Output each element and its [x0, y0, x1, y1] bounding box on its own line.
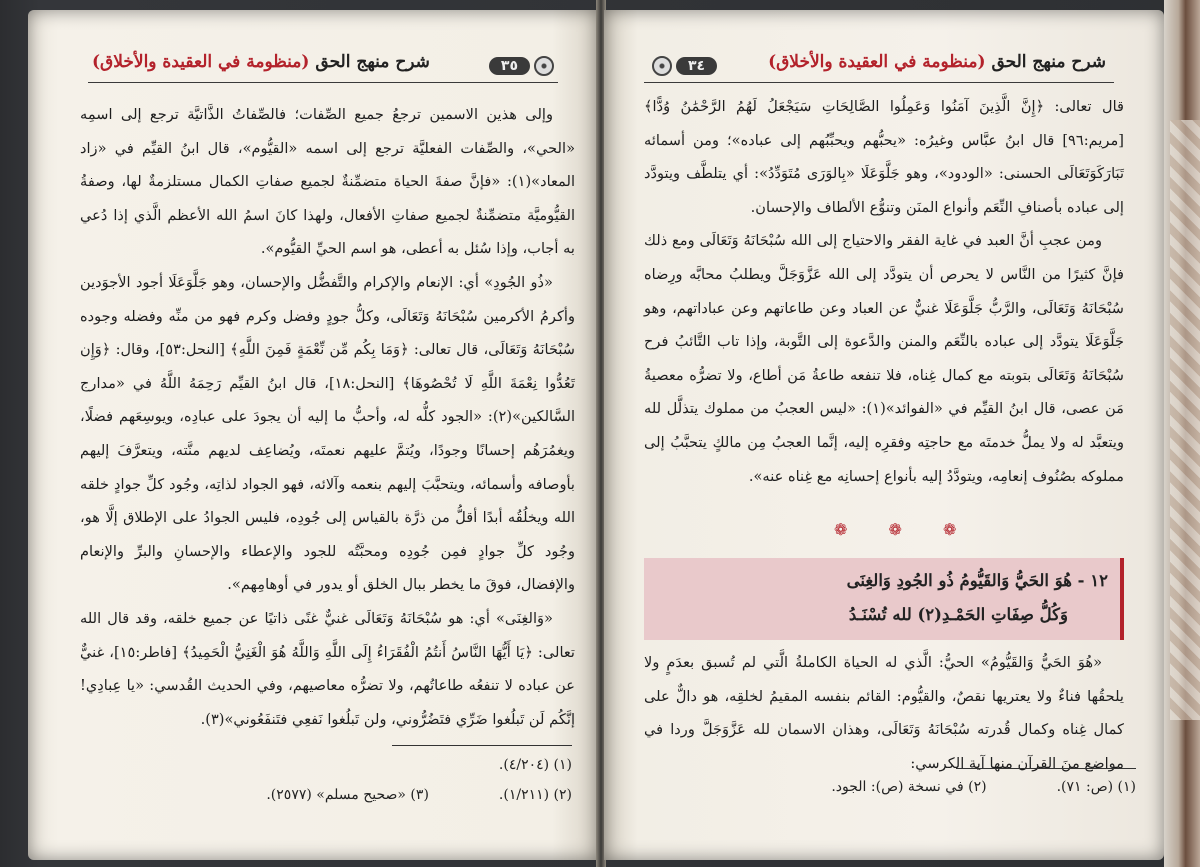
running-header [88, 48, 558, 84]
verse-line-1: ١٢ - هُوَ الحَيُّ وَالقَيُّومُ ذُو الجُودِ وَالغِنَى [846, 571, 1108, 590]
book-title: شرح منهج الحق (منظومة في العقيدة والأخلاق) [768, 52, 1106, 72]
footnote: (١) (٤/٢٠٤). [498, 757, 572, 773]
paragraph: «وَالغِنَى» أي: هو سُبْحَانَهُ وَتَعَالَى غنيٌّ غنًى ذاتيًا عن جميع خلقه، وقد قال الله تعالى: ﴿يَا أَيُّهَا النَّاسُ أَنتُمُ الْفُقَرَاءُ إِلَى اللَّهِ وَاللَّهُ هُوَ الْغَنِيُّ الْحَمِيدُ﴾ [فاطر:١٥]، غنيٌّ عن عباده لا تنفعُه طاعاتُهم، ولا تضرُّه معاصيهم، وفي الحديث القُدسي: «يا عِبادِي! إنَّكُم لَن تَبلُغوا ضَرِّي فتَضُرُّوني، ولن تَبلُغوا نَفعِي فتَنفَعُوني»(٣). [80, 609, 575, 728]
right-page-body-continued [644, 646, 1124, 780]
book-title: شرح منهج الحق (منظومة في العقيدة والأخلاق) [92, 52, 430, 72]
header-rule [644, 82, 1114, 83]
page-number: ٣٥ [489, 57, 530, 75]
footnote: (٢) في نسخة (ص): الجود. [831, 779, 987, 795]
footnote: (٣) «صحيح مسلم» (٢٥٧٧). [266, 787, 429, 803]
left-page [28, 10, 598, 860]
running-header [644, 48, 1114, 84]
paragraph: وإلى هذين الاسمين ترجعُ جميع الصِّفات؛ فالصِّفاتُ الذَّاتيَّة ترجع إلى اسمِه «الحي»، والصِّفات الفعليَّة ترجع إلى اسمه «القيُّوم»، قال ابنُ القيِّم في «زاد المعاد»(١): «فإنَّ صفةَ الحياة متضمِّنةٌ لجميع صفاتِ الكمال مستلزمةٌ لها، وصفةُ القيُّوميَّة متضمِّنةٌ لجميع صفاتِ الأفعال، ولهذا كانَ اسمُ الله الأعظم الَّذي إذا دُعي به أجاب، وإذا سُئل به أعطى، هو اسم الحيِّ القيُّوم». [80, 106, 575, 258]
footnote-rule [956, 768, 1136, 769]
footnote-rule [392, 745, 572, 746]
verse-line-2: وَكُلُّ صِفَاتِ الحَمْـدِ(٢) لله تُسْنَـدُ [848, 605, 1068, 624]
right-page-body [644, 90, 1124, 493]
section-divider-stars: ❁ ❁ ❁ [834, 520, 975, 539]
book-subtitle: (منظومة في العقيدة والأخلاق) [768, 52, 986, 72]
footnote: (١) (ص: ٧١). [1056, 779, 1136, 795]
paragraph: «هُوَ الحَيُّ وَالقَيُّومُ» الحيُّ: الَّذي له الحياة الكاملةُ الَّتي لم تُسبق بعدَمٍ ولا يلحقُها فناءٌ ولا يعتريها نقصٌ، والقيُّوم: القائم بنفسه المقيمُ لخلقِه، هو دالٌّ على كمال غِناه وكمال قُدرته سُبْحَانَهُ وَتَعَالَى، وهذان الاسمان لله عَزَّوَجَلَّ وردا في مواضع منَ القرآن منها آية الكرسي: [644, 654, 1124, 772]
book-subtitle: (منظومة في العقيدة والأخلاق) [92, 52, 310, 72]
left-page-body [80, 98, 575, 736]
paragraph: قال تعالى: ﴿إِنَّ الَّذِينَ آمَنُوا وَعَمِلُوا الصَّالِحَاتِ سَيَجْعَلُ لَهُمُ الرَّحْمَٰنُ وُدًّا﴾ [مريم:٩٦] قال ابنُ عبَّاس وغيرُه: «يحبُّهم ويحبِّبُهم إلى عباده»؛ ومن أسمائه تَبَارَكَوَتَعَالَى الحسنى: «الودود»، وهو جَلَّوَعَلَا «بِالوَرَى مُتَوَدِّدُ»: أي يتلطَّف ويتودَّد إلى عباده بأصنافِ النِّعَم وأنواع المنَن وتنوُّع الألطاف والإحسان. [644, 98, 1124, 216]
right-page [604, 10, 1164, 860]
ornament-icon [534, 56, 554, 76]
paragraph: ومن عجبِ أنَّ العبد في غاية الفقر والاحتياج إلى الله سُبْحَانَهُ وَتَعَالَى ومع ذلك فإنَّ كثيرًا من النَّاس لا يحرص أن يتودَّد إلى الله عَزَّوَجَلَّ ويطلبُ محابَّه ورِضاه سُبْحَانَهُ وَتَعَالَى، والرَّبُّ جَلَّوَعَلَا غنيٌّ عن العباد وعن طاعاتهم وعن عباداتهم، وهو جَلَّوَعَلَا يتودَّد إلى عباده بالنِّعَم والمنن والدَّعوة إلى التَّوبة، وإذا تاب التَّائبُ فرح سُبْحَانَهُ وَتَعَالَى بتوبته مع كمال غِناه، فلا تنفعه طاعةُ مَن أطاع، ولا تضرُّه معصيةُ مَن عصى، قال ابنُ القيِّم في «الفوائد»(١): «ليس العجبُ من مملوك يتذلَّل لله ويتعبَّد له ولا يملُّ خدمتَه مع حاجتِه وفقرِه إليه، إنَّما العجبُ مِن مالكٍ يتحبَّبُ إلى مملوكه بصُنُوف إنعامِه، ويتودَّدُ إليه بأنواع إحسانِه مع غِناه عنه». [644, 232, 1124, 485]
header-rule [88, 82, 558, 83]
paragraph: «ذُو الجُودِ» أي: الإنعام والإكرام والتَّفضُّل والإحسان، وهو جَلَّوَعَلَا أجود الأجوَدين وأكرمُ الأكرمين سُبْحَانَهُ وَتَعَالَى، وكلُّ جودٍ وفضل وكرم فهو من منِّه وفضله وجوده سُبْحَانَهُ وَتَعَالَى، قال تعالى: ﴿وَمَا بِكُم مِّن نِّعْمَةٍ فَمِنَ اللَّهِ﴾ [النحل:٥٣]، وقال: ﴿وَإِن تَعُدُّوا نِعْمَةَ اللَّهِ لَا تُحْصُوهَا﴾ [النحل:١٨]، قال ابنُ القيِّم رَحِمَهُ اللَّهُ في «مدارج السَّالكين»(٢): «الجود كلُّه له، وأحبُّ ما إليه أن يجودَ على عبادِه، ويوسِعَهم فضلًا، ويغمُرَهُم إحسانًا وجودًا، ويُتمَّ عليهم نعمتَه، ويُضاعِف لديهم منَّته، ويتعرَّفَ إليهم بأوصافه وأسمائه، ويتحبَّبَ إليهم بنعمه وآلائه، فهو الجواد لذاتِه، وجُود كلِّ جوادٍ خلقه الله ويخلُقُه أبدًا أقلُّ من ذرَّة بالقياس إلى جُودِه، فليس الجوادُ على الإطلاق إلَّا هو، وجُود كلِّ جوادٍ فمِن جُودِه ومحبَّتُه للجود والإعطاء والإحسانِ والبرِّ والإنعام والإفضال، فوقَ ما يخطر ببال الخلق أو يدور في أوهامِهم». [80, 273, 576, 594]
footnotes [656, 772, 1136, 802]
cover-pattern [1170, 120, 1200, 720]
page-number-badge [652, 56, 717, 76]
footnotes [82, 750, 572, 810]
footnote: (٢) (١/٢١١). [498, 787, 572, 803]
ornament-icon [652, 56, 672, 76]
page-number: ٣٤ [676, 57, 717, 75]
page-number-badge [489, 56, 554, 76]
poem-verse-box [644, 558, 1124, 640]
